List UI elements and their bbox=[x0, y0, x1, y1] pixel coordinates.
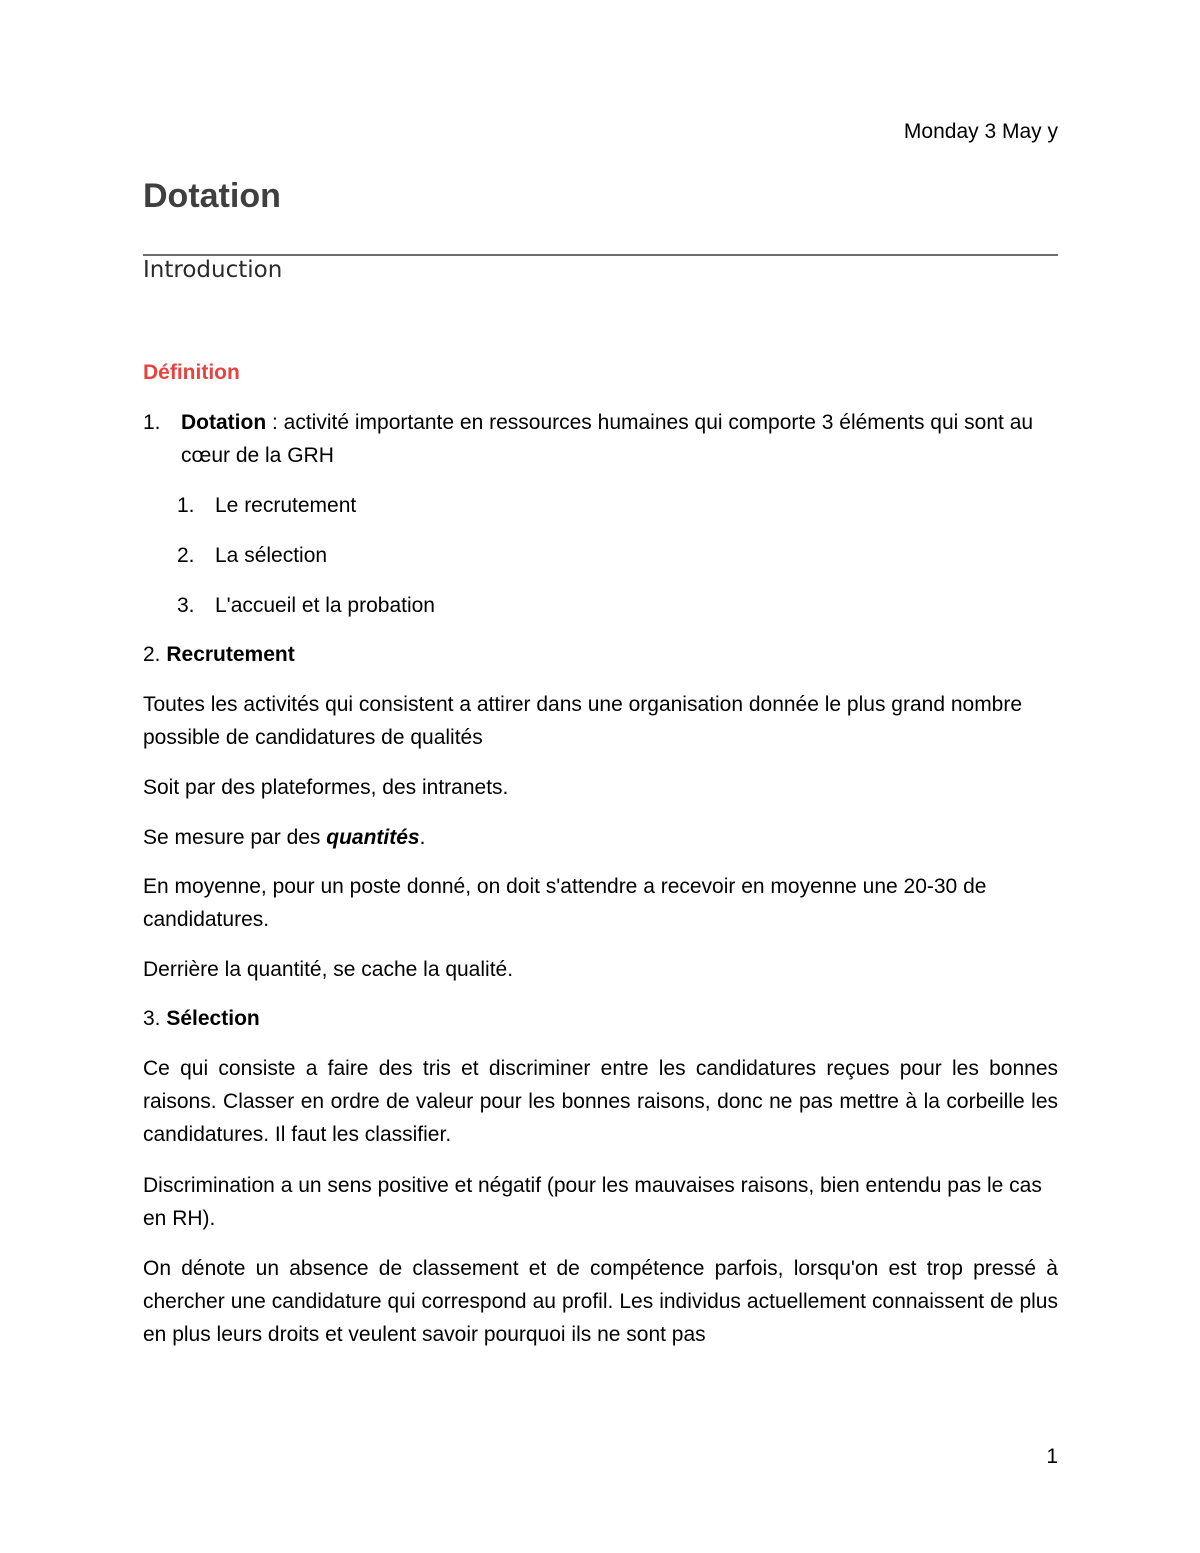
list-number: 1. bbox=[177, 494, 195, 517]
list-number: 1. bbox=[143, 411, 161, 434]
term-dotation: Dotation bbox=[181, 411, 267, 434]
list-number: 3. bbox=[143, 1007, 167, 1030]
header-date: Monday 3 May y bbox=[903, 120, 1058, 143]
definition-text: : activité importante en ressources humaines qui comporte 3 éléments qui sont au cœur de la GRH bbox=[181, 411, 1034, 467]
title-divider bbox=[143, 254, 1058, 256]
list-number: 2. bbox=[143, 643, 167, 666]
paragraph: Soit par des plateformes, des intranets. bbox=[143, 776, 509, 799]
list-item-text: Le recrutement bbox=[215, 494, 357, 517]
list-item-text: L'accueil et la probation bbox=[215, 594, 435, 617]
subsection-heading: Définition bbox=[143, 361, 240, 384]
paragraph: Discrimination a un sens positive et négatif (pour les mauvaises raisons, bien entendu pas le cas en RH). bbox=[143, 1174, 1042, 1230]
list-item-dotation bbox=[143, 406, 1058, 472]
paragraph bbox=[143, 821, 1058, 854]
list-number: 3. bbox=[177, 594, 195, 617]
heading-recrutement bbox=[143, 638, 1058, 671]
paragraph: Ce qui consiste a faire des tris et discriminer entre les candidatures reçues pour les bonnes raisons. Classer en ordre de valeur pour les bonnes raisons, donc ne pas mettre à la corbeille les candidatures. Il faut les classifier. bbox=[143, 1057, 1058, 1146]
paragraph: Derrière la quantité, se cache la qualité. bbox=[143, 958, 514, 981]
term-selection: Sélection bbox=[166, 1007, 260, 1030]
sub-list-item bbox=[177, 489, 356, 522]
paragraph: Toutes les activités qui consistent a attirer dans une organisation donnée le plus grand nombre possible de candidatures de qualités bbox=[143, 693, 1023, 749]
emphasis-quantites: quantités bbox=[326, 826, 420, 849]
paragraph: On dénote un absence de classement et de compétence parfois, lorsqu'on est trop pressé à chercher une candidature qui correspond au profil. Les individus actuellement connaissent de plus en plus leurs droits et veulent savoir pourquoi ils ne sont pas bbox=[143, 1257, 1058, 1346]
list-number: 2. bbox=[177, 544, 195, 567]
list-item-body bbox=[181, 406, 1058, 472]
sub-list-item bbox=[177, 589, 435, 622]
section-heading: Introduction bbox=[143, 257, 283, 283]
paragraph: En moyenne, pour un poste donné, on doit s'attendre a recevoir en moyenne une 20-30 de candidatures. bbox=[143, 875, 987, 931]
term-recrutement: Recrutement bbox=[166, 643, 295, 666]
page-number: 1 bbox=[1046, 1445, 1058, 1468]
sub-list-item bbox=[177, 539, 327, 572]
paragraph-text: Se mesure par des bbox=[143, 826, 327, 849]
list-item-text: La sélection bbox=[215, 544, 328, 567]
document-title: Dotation bbox=[143, 177, 281, 215]
paragraph-text: . bbox=[419, 826, 426, 849]
heading-selection bbox=[143, 1002, 1058, 1035]
